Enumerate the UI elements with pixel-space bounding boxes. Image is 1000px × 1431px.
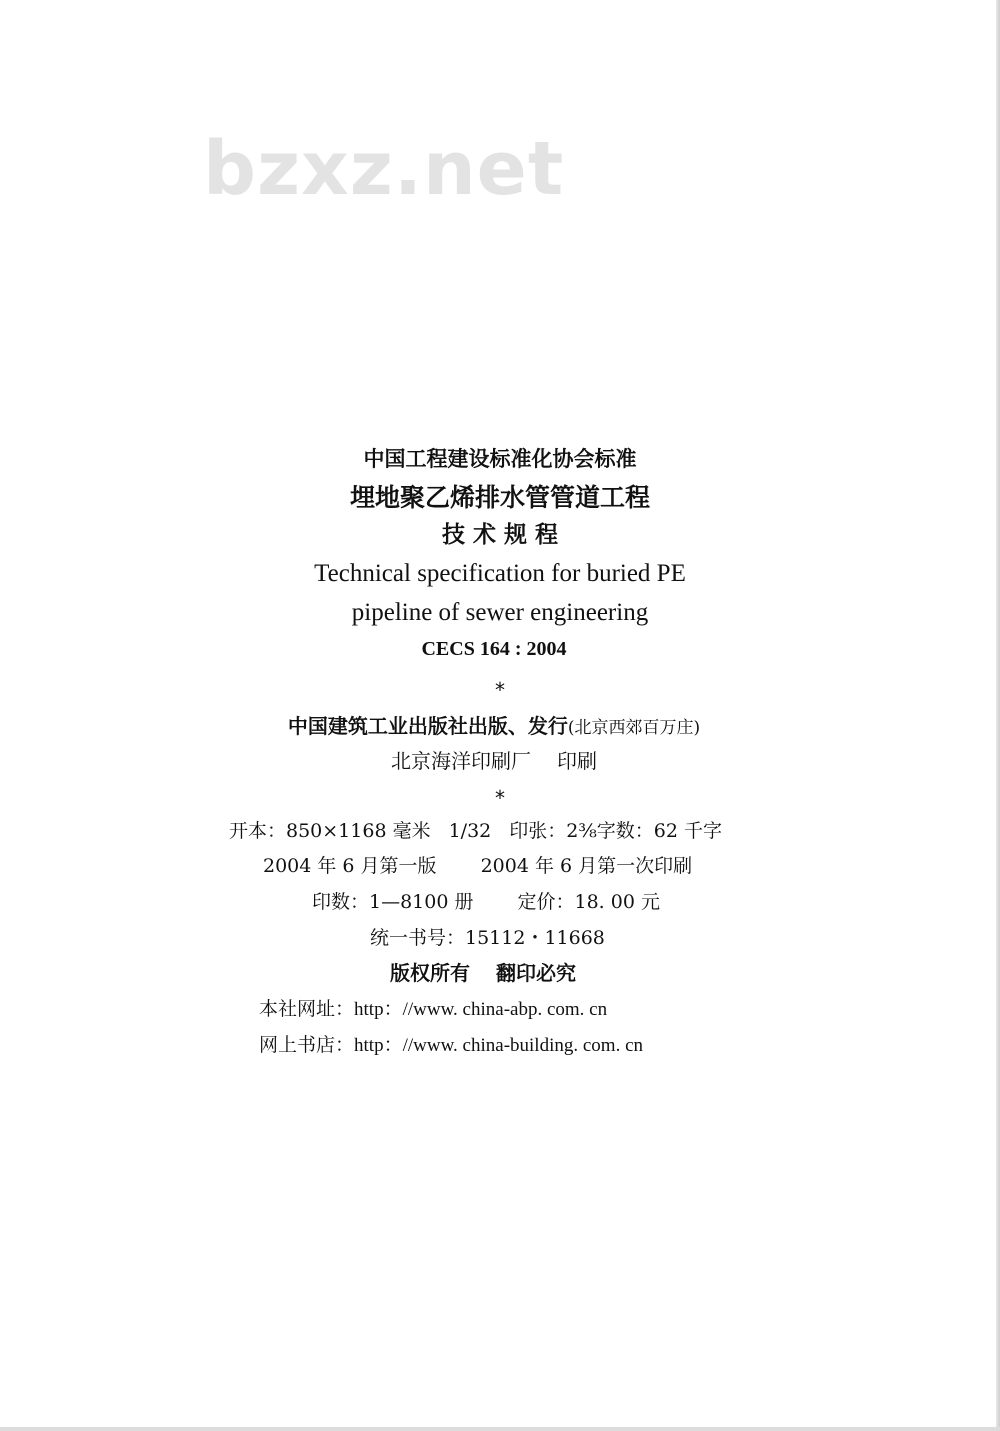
format: 开本：850×1168 毫米: [229, 820, 431, 842]
page-edge-bottom: [0, 1427, 1000, 1431]
publisher-line: [0, 716, 994, 737]
document-title: 埋地聚乙烯排水管管道工程: [349, 483, 650, 512]
page-edge: [996, 0, 1000, 1431]
printer-role: 印刷: [557, 749, 597, 773]
words: 字数：62 千字: [596, 820, 723, 842]
piracy-notice: 翻印必究: [496, 961, 576, 985]
format-line: [229, 822, 722, 841]
site-line: [259, 1000, 607, 1019]
publisher: 中国建筑工业出版社出版、发行: [287, 714, 568, 738]
publisher-address: (北京西郊百万庄): [567, 718, 701, 738]
print-run-line: [312, 893, 660, 912]
site-label: 本社网址：: [259, 998, 355, 1020]
copyright-line: [390, 963, 576, 983]
store-line: [259, 1036, 643, 1055]
separator-star-2: *: [495, 786, 505, 810]
print-run: 印数：1—8100 册: [312, 891, 474, 913]
store-label: 网上书店：: [259, 1034, 355, 1056]
printer: 北京海洋印刷厂: [391, 749, 531, 773]
watermark: bzxz.net: [203, 126, 565, 212]
printer-line: [0, 751, 994, 771]
price: 定价：18. 00 元: [517, 891, 660, 913]
standard-code: CECS 164 : 2004: [421, 638, 567, 660]
separator-star: *: [495, 678, 505, 702]
edition: 2004 年 6 月第一版: [263, 855, 437, 877]
sheets-label: 印张：: [509, 820, 567, 842]
standard-series: 中国工程建设标准化协会标准: [363, 447, 637, 471]
site-url[interactable]: http：//www. china-abp. com. cn: [354, 999, 608, 1020]
document-title-line2: 技 术 规 程: [441, 522, 559, 548]
english-title-line2: pipeline of sewer engineering: [351, 599, 649, 626]
store-url[interactable]: http：//www. china-building. com. cn: [354, 1035, 644, 1056]
fold: 1/32: [448, 820, 492, 842]
sheets-value: 2⅜: [566, 820, 597, 842]
copyright: 版权所有: [390, 961, 470, 985]
edition-line: [263, 857, 692, 876]
printing: 2004 年 6 月第一次印刷: [480, 855, 693, 877]
book-number: 统一书号：15112・11668: [370, 927, 605, 949]
english-title-line1: Technical specification for buried PE: [314, 560, 686, 587]
